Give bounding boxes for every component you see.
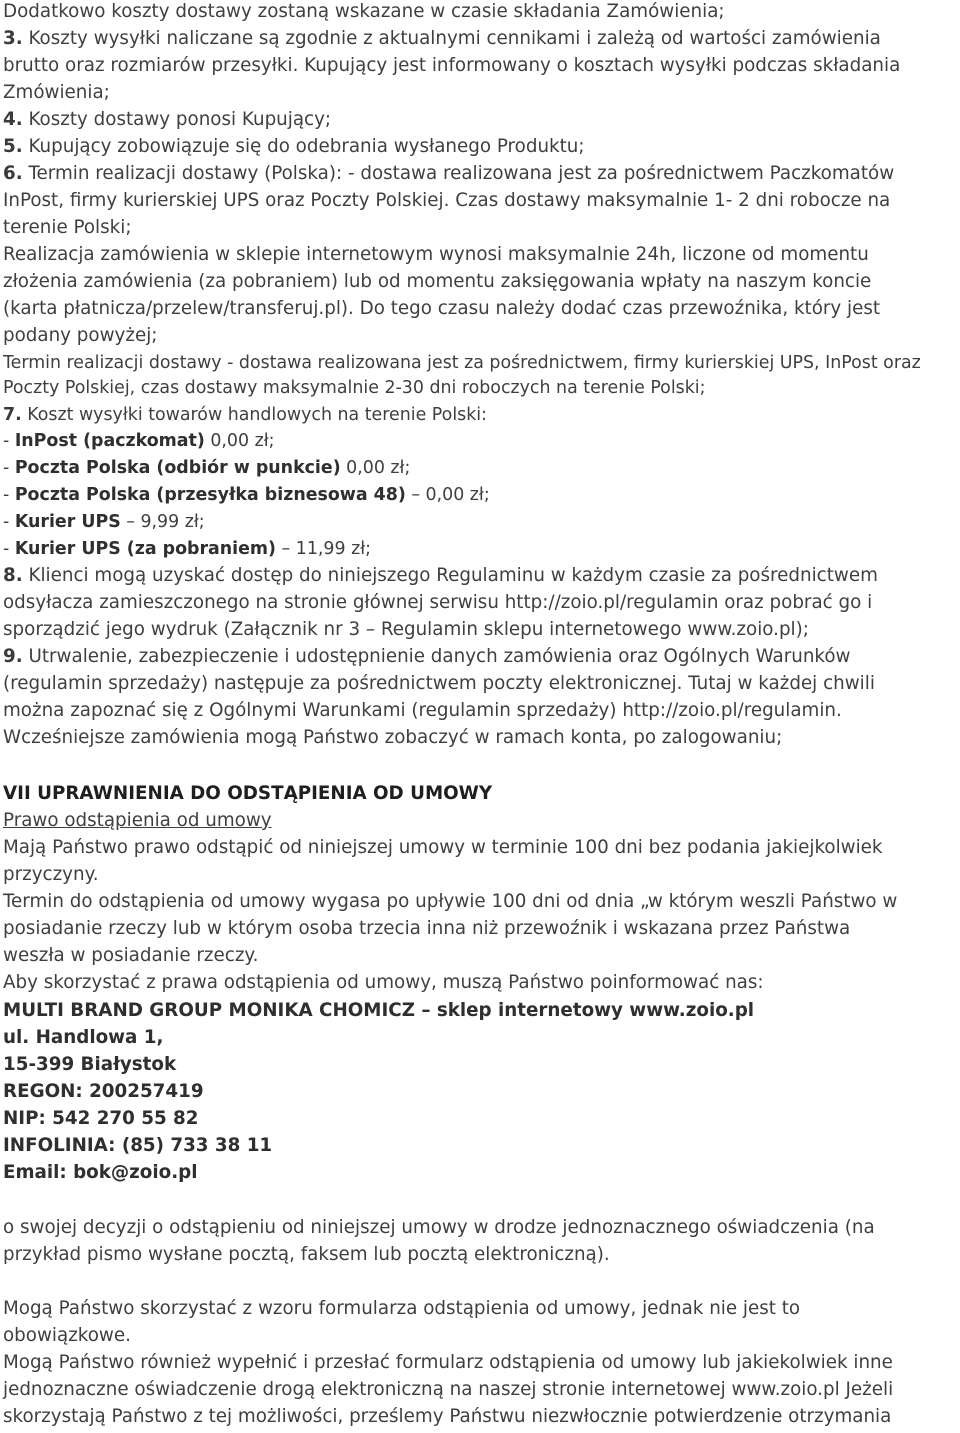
shipping-option-poczta-punkt: - Poczta Polska (odbiór w punkcie) 0,00 zł; [3,458,411,478]
list-item-9: 9. Utrwalenie, zabezpieczenie i udostępnienie danych zamówienia oraz Ogólnych Warunków [3,646,851,667]
company-phone: INFOLINIA: (85) 733 38 11 [3,1135,273,1156]
shipping-option-ups: - Kurier UPS – 9,99 zł; [3,512,205,532]
text-line: Poczty Polskiej, czas dostawy maksymalnie 2-30 dni roboczych na terenie Polski; [3,378,706,398]
text-line: o swojej decyzji o odstąpieniu od niniejszej umowy w drodze jednoznacznego oświadczenia (na [3,1217,875,1238]
shipping-option-inpost: - InPost (paczkomat) 0,00 zł; [3,431,275,451]
text-line: złożenia zamówienia (za pobraniem) lub od momentu zaksięgowania wpłaty na naszym koncie [3,271,872,292]
item-number: 4. [3,109,23,130]
text-line: przykład pismo wysłane pocztą, faksem lub pocztą elektroniczną). [3,1244,610,1265]
item-number: 6. [3,163,23,184]
text-line: Zmówienia; [3,82,110,103]
text-line: posiadanie rzeczy lub w którym osoba trzecia inna niż przewoźnik i wskazana przez Państwa [3,918,851,939]
subsection-heading: Prawo odstąpienia od umowy [3,810,272,831]
text-line: przyczyny. [3,864,99,885]
text-line: Mogą Państwo skorzystać z wzoru formularza odstąpienia od umowy, jednak nie jest to [3,1298,801,1319]
company-street: ul. Handlowa 1, [3,1027,164,1048]
text-line: można zapoznać się z Ogólnymi Warunkami (regulamin sprzedaży) http://zoio.pl/regulamin. [3,700,842,721]
shipping-option-poczta-biznesowa: - Poczta Polska (przesyłka biznesowa 48) – 0,00 zł; [3,485,490,505]
text-line: odsyłacza zamieszczonego na stronie głównej serwisu http://zoio.pl/regulamin oraz pobrać go i [3,592,873,613]
item-number: 9. [3,646,23,667]
text-line: jednoznaczne oświadczenie drogą elektroniczną na naszej stronie internetowej www.zoio.pl Jeżeli [3,1379,894,1400]
text-line: Termin do odstąpienia od umowy wygasa po upływie 100 dni od dnia „w którym weszli Państwo w [3,891,898,912]
text-line: InPost, firmy kurierskiej UPS oraz Poczty Polskiej. Czas dostawy maksymalnie 1- 2 dni robocze na [3,190,891,211]
company-email: Email: bok@zoio.pl [3,1162,198,1183]
text-line: terenie Polski; [3,217,132,238]
text-line: Dodatkowo koszty dostawy zostaną wskazane w czasie składania Zamówienia; [3,1,725,22]
text-line: Wcześniejsze zamówienia mogą Państwo zobaczyć w ramach konta, po zalogowaniu; [3,727,783,748]
text-line: sporządzić jego wydruk (Załącznik nr 3 – Regulamin sklepu internetowego www.zoio.pl); [3,619,809,640]
company-regon: REGON: 200257419 [3,1081,204,1102]
company-city: 15-399 Białystok [3,1054,177,1075]
text-line: Mogą Państwo również wypełnić i przesłać formularz odstąpienia od umowy lub jakiekolwiek inne [3,1352,893,1373]
text-line: Aby skorzystać z prawa odstąpienia od umowy, muszą Państwo poinformować nas: [3,972,764,993]
text-line: brutto oraz rozmiarów przesyłki. Kupujący jest informowany o kosztach wysyłki podczas składania [3,55,901,76]
list-item-4: 4. Koszty dostawy ponosi Kupujący; [3,109,332,130]
text-line: obowiązkowe. [3,1325,131,1346]
text-line: podany powyżej; [3,325,158,346]
text-line: skorzystają Państwo z tej możliwości, prześlemy Państwu niezwłocznie potwierdzenie otrzymania [3,1406,892,1427]
text-line: Realizacja zamówienia w sklepie internetowym wynosi maksymalnie 24h, liczone od momentu [3,244,869,265]
shipping-option-ups-pobranie: - Kurier UPS (za pobraniem) – 11,99 zł; [3,539,371,559]
list-item-5: 5. Kupujący zobowiązuje się do odebrania wysłanego Produktu; [3,136,585,157]
item-number: 3. [3,28,23,49]
list-item-7: 7. Koszt wysyłki towarów handlowych na terenie Polski: [3,405,487,425]
item-number: 5. [3,136,23,157]
list-item-3: 3. Koszty wysyłki naliczane są zgodnie z aktualnymi cennikami i zależą od wartości zamówienia [3,28,881,49]
text-line: (regulamin sprzedaży) następuje za pośrednictwem poczty elektronicznej. Tutaj w każdej chwili [3,673,875,694]
text-line: weszła w posiadanie rzeczy. [3,945,259,966]
text-line: (karta płatnicza/przelew/transferuj.pl). Do tego czasu należy dodać czas przewoźnika, który jest [3,298,881,319]
item-number: 7. [3,405,22,425]
item-number: 8. [3,565,23,586]
text-line: Termin realizacji dostawy - dostawa realizowana jest za pośrednictwem, firmy kurierskiej UPS, InPost oraz [3,353,921,373]
section-heading: VII UPRAWNIENIA DO ODSTĄPIENIA OD UMOWY [3,783,493,804]
list-item-6: 6. Termin realizacji dostawy (Polska): - dostawa realizowana jest za pośrednictwem Paczkomatów [3,163,895,184]
company-name: MULTI BRAND GROUP MONIKA CHOMICZ – sklep internetowy www.zoio.pl [3,1000,755,1021]
company-nip: NIP: 542 270 55 82 [3,1108,199,1129]
list-item-8: 8. Klienci mogą uzyskać dostęp do niniejszego Regulaminu w każdym czasie za pośrednictwem [3,565,878,586]
text-line: Mają Państwo prawo odstąpić od niniejszej umowy w terminie 100 dni bez podania jakiejkolwiek [3,837,883,858]
